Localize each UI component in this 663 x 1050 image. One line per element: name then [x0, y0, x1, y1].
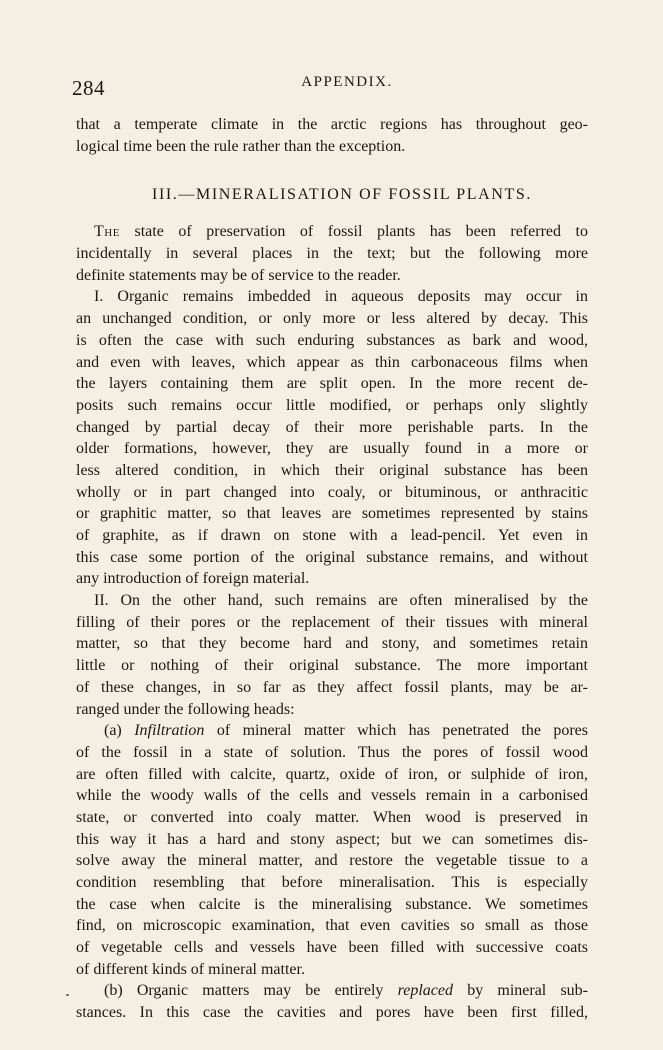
text-line: an unchanged condition, or only more or less altered by decay. This — [76, 310, 588, 328]
page-number: 284 — [72, 76, 105, 100]
page-header — [72, 74, 592, 98]
text-line: this way it has a hard and stony aspect; but we can sometimes dis- — [76, 830, 588, 848]
ink-mark — [66, 994, 69, 996]
text-line: find, on microscopic examination, that even cavities so small as those — [76, 917, 588, 935]
text-line: condition resembling that before mineralisation. This is especially — [76, 874, 588, 891]
text-line: of vegetable cells and vessels have been filled with successive coats — [76, 939, 588, 957]
text-line: of graphite, as if drawn on stone with a lead-pencil. Yet even in — [76, 527, 588, 544]
section-heading: III.—MINERALISATION OF FOSSIL PLANTS. — [152, 186, 532, 204]
text-line: that a temperate climate in the arctic regions has throughout geo- — [76, 116, 588, 133]
text-span: of mineral matter which has penetrated the pores — [204, 722, 589, 740]
text-line: the case when calcite is the mineralising substance. We sometimes — [76, 895, 588, 913]
text-span: Organic matters may be entirely — [122, 982, 398, 1000]
text-line: matter, so that they become hard and stony, and sometimes retain — [76, 635, 588, 653]
text-line: less altered condition, in which their original substance has been — [76, 461, 588, 479]
text-line: of different kinds of mineral matter. — [76, 960, 305, 978]
text-line: while the woody walls of the cells and vessels remain in a carbonised — [76, 787, 588, 805]
text-line: of these changes, in so far as they affect fossil plants, may be ar- — [76, 678, 588, 696]
list-marker: (a) — [104, 722, 122, 740]
text-line: is often the case with such enduring substances as bark and wood, — [76, 331, 588, 349]
text-line: ranged under the following heads: — [76, 700, 295, 718]
text-line: incidentally in several places in the text; but the following more — [76, 245, 588, 263]
text-line — [76, 980, 588, 1002]
text-line — [76, 221, 588, 243]
text-line: logical time been the rule rather than the exception. — [76, 137, 406, 155]
text-line: and even with leaves, which appear as thin carbonaceous films when — [76, 353, 588, 371]
text-line: I. Organic remains imbedded in aqueous deposits may occur in — [94, 288, 588, 306]
lead-word: The — [94, 223, 120, 241]
italic-term: Infiltration — [134, 722, 205, 740]
spacer — [76, 207, 588, 221]
text-line: any introduction of foreign material. — [76, 570, 310, 588]
text-line: posits such remains occur little modified, or perhaps only slightly — [76, 396, 588, 414]
text-span: state of preservation of fossil plants has been referred to — [119, 223, 588, 241]
spacer — [76, 157, 588, 183]
text-span: by mineral sub- — [453, 982, 588, 1000]
text-line: little or nothing of their original substance. The more important — [76, 657, 588, 675]
text-line: the layers containing them are split open. In the more recent de- — [76, 375, 588, 393]
text-line: this case some portion of the original substance remains, and without — [76, 548, 588, 566]
running-head: APPENDIX. — [301, 74, 393, 90]
text-line: changed by partial decay of their more perishable parts. In the — [76, 418, 588, 436]
italic-term: replaced — [397, 982, 454, 1000]
list-marker: (b) — [104, 982, 123, 1000]
text-line: older formations, however, they are usually found in a more or — [76, 440, 588, 458]
text-line: stances. In this case the cavities and pores have been first filled, — [76, 1004, 588, 1022]
text-line: of the fossil in a state of solution. Thus the pores of fossil wood — [76, 743, 588, 761]
text-line: or graphitic matter, so that leaves are sometimes represented by stains — [76, 505, 588, 523]
text-line: solve away the mineral matter, and restore the vegetable tissue to a — [76, 852, 588, 870]
text-line: wholly or in part changed into coaly, or bituminous, or anthracitic — [76, 483, 588, 501]
text-line: are often filled with calcite, quartz, oxide of iron, or sulphide of iron, — [76, 765, 588, 783]
text-line: definite statements may be of service to the reader. — [76, 266, 401, 284]
text-line — [76, 720, 588, 742]
text-line: state, or converted into coaly matter. When wood is preserved in — [76, 808, 588, 826]
text-line: filling of their pores or the replacement of their tissues with mineral — [76, 613, 588, 631]
body-text — [76, 114, 588, 1024]
text-line: II. On the other hand, such remains are often mineralised by the — [94, 592, 588, 610]
